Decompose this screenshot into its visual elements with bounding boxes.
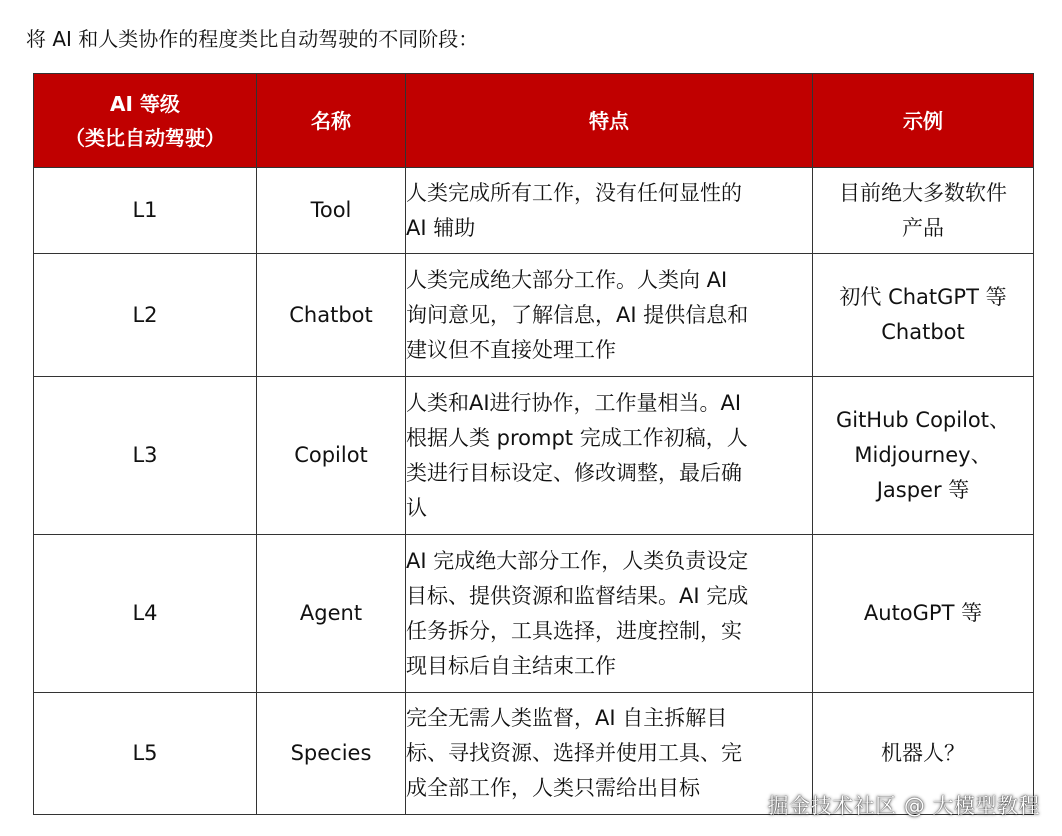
- example-cell: [813, 254, 1034, 377]
- feature-line: 人类完成绝大部分工作。人类向 AI: [406, 267, 728, 292]
- example-line: Jasper 等: [876, 478, 970, 502]
- table-row: [34, 377, 1034, 535]
- name-cell: Species: [257, 693, 406, 815]
- feature-line: 类进行目标设定、修改调整，最后确: [406, 460, 742, 485]
- example-line: 目前绝大多数软件: [839, 180, 1007, 205]
- level-cell: L3: [34, 377, 257, 535]
- example-cell: [813, 377, 1034, 535]
- example-cell: [813, 535, 1034, 693]
- feature-line: 标、寻找资源、选择并使用工具、完: [406, 741, 742, 765]
- example-line: Chatbot: [881, 320, 965, 344]
- level-cell: L1: [34, 168, 257, 254]
- feature-cell: [406, 254, 813, 377]
- feature-line: 目标、提供资源和监督结果。AI 完成: [406, 583, 749, 608]
- name-cell: Chatbot: [257, 254, 406, 377]
- level-cell: L4: [34, 535, 257, 693]
- feature-cell: [406, 693, 813, 815]
- feature-line: 成全部工作，人类只需给出目标: [406, 776, 700, 800]
- feature-cell: [406, 535, 813, 693]
- name-cell: Tool: [257, 168, 406, 254]
- feature-line: 现目标后自主结束工作: [406, 653, 616, 678]
- level-cell: L5: [34, 693, 257, 815]
- intro-text: 将 AI 和人类协作的程度类比自动驾驶的不同阶段：: [26, 27, 479, 51]
- header-level-line2: （类比自动驾驶）: [65, 125, 225, 150]
- feature-line: 人类完成所有工作，没有任何显性的: [406, 180, 742, 205]
- header-features: 特点: [406, 74, 813, 168]
- level-cell: L2: [34, 254, 257, 377]
- header-name: 名称: [257, 74, 406, 168]
- name-cell: Agent: [257, 535, 406, 693]
- feature-cell: [406, 377, 813, 535]
- feature-line: 完全无需人类监督，AI 自主拆解目: [406, 706, 728, 730]
- feature-cell: [406, 168, 813, 254]
- example-line: AutoGPT 等: [863, 601, 983, 625]
- example-line: 产品: [902, 215, 944, 240]
- header-level: [34, 74, 257, 168]
- feature-line: AI 辅助: [406, 215, 476, 240]
- name-cell: Copilot: [257, 377, 406, 535]
- example-cell: [813, 168, 1034, 254]
- table-row: [34, 254, 1034, 377]
- feature-line: 根据人类 prompt 完成工作初稿，人: [406, 425, 748, 450]
- feature-line: 询问意见，了解信息，AI 提供信息和: [406, 302, 749, 327]
- feature-line: AI 完成绝大部分工作，人类负责设定: [406, 548, 749, 573]
- example-line: GitHub Copilot、: [835, 408, 1011, 432]
- table-row: [34, 168, 1034, 254]
- watermark: 掘金技术社区 @ 大模型教程: [767, 794, 1040, 818]
- feature-line: 认: [406, 495, 427, 520]
- table-row: [34, 535, 1034, 693]
- table-header-row: [34, 74, 1034, 168]
- feature-line: 任务拆分，工具选择，进度控制，实: [406, 618, 742, 643]
- header-examples: 示例: [813, 74, 1034, 168]
- example-line: 机器人？: [881, 741, 965, 765]
- feature-line: 人类和AI进行协作，工作量相当。AI: [406, 390, 742, 415]
- ai-levels-table: [33, 73, 1034, 815]
- example-line: 初代 ChatGPT 等: [839, 285, 1007, 309]
- feature-line: 建议但不直接处理工作: [406, 337, 616, 362]
- example-line: Midjourney、: [854, 443, 992, 467]
- header-level-line1: AI 等级: [110, 91, 180, 116]
